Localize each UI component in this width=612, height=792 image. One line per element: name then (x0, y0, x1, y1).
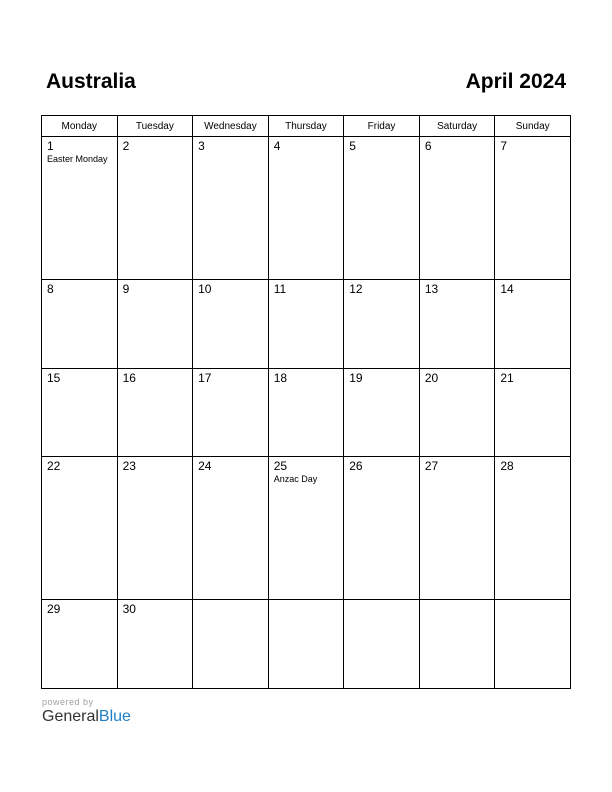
day-cell (193, 457, 269, 600)
holiday-label (42, 616, 117, 617)
powered-by-text: powered by (42, 697, 94, 707)
day-cell (117, 600, 193, 689)
day-cell (117, 457, 193, 600)
holiday-label (344, 473, 419, 474)
day-number: 30 (122, 602, 136, 617)
day-cell (495, 137, 571, 280)
holiday-label: Easter Monday (47, 154, 108, 164)
day-cell (117, 137, 193, 280)
day-cell (268, 600, 344, 689)
week-row (42, 137, 571, 280)
day-cell (344, 368, 420, 457)
day-cell (495, 279, 571, 368)
holiday-label: Anzac Day (273, 474, 318, 485)
holiday-label (344, 153, 419, 154)
day-number: 25 (273, 459, 288, 474)
day-number: 28 (500, 459, 514, 474)
day-number: 8 (47, 281, 54, 296)
weekday-header: Sunday (495, 116, 571, 137)
holiday-label (495, 385, 570, 386)
holiday-label (42, 385, 117, 386)
day-number: 7 (500, 139, 508, 153)
calendar-header (46, 70, 566, 100)
day-number: 29 (47, 602, 61, 617)
country-title: Australia (46, 70, 136, 93)
day-number: 9 (122, 281, 130, 296)
day-number: 10 (198, 281, 212, 296)
holiday-label (420, 603, 495, 604)
holiday-label (193, 385, 268, 386)
day-cell (419, 368, 495, 457)
calendar-grid (41, 115, 571, 689)
day-cell (42, 600, 118, 689)
day-number: 15 (47, 370, 61, 385)
day-cell (495, 368, 571, 457)
holiday-label (193, 296, 268, 297)
day-number: 12 (349, 281, 363, 296)
day-number: 22 (47, 459, 61, 474)
weekday-header-row (42, 116, 571, 137)
day-number: 19 (349, 370, 363, 385)
day-number: 18 (273, 370, 288, 385)
holiday-label (193, 603, 268, 604)
holiday-label (495, 473, 570, 474)
weekday-header: Thursday (268, 116, 344, 137)
holiday-label (193, 473, 268, 474)
weekday-header: Monday (42, 116, 118, 137)
day-cell (268, 457, 344, 600)
day-number: 16 (122, 370, 136, 385)
holiday-label (495, 296, 570, 297)
day-cell (344, 457, 420, 600)
holiday-label (495, 153, 570, 154)
holiday-label (193, 153, 268, 154)
day-cell (419, 600, 495, 689)
day-cell (495, 600, 571, 689)
holiday-label (118, 385, 193, 386)
day-cell (42, 137, 118, 280)
day-cell (268, 279, 344, 368)
month-year-title: April 2024 (465, 70, 566, 93)
day-number: 1 (47, 139, 54, 153)
holiday-label (344, 296, 419, 297)
holiday-label (269, 385, 344, 386)
holiday-label (42, 296, 117, 297)
day-cell (419, 279, 495, 368)
day-cell (193, 368, 269, 457)
day-number: 2 (122, 139, 130, 153)
day-cell (268, 368, 344, 457)
day-number: 26 (349, 459, 363, 474)
holiday-label (269, 603, 344, 604)
holiday-label (118, 296, 193, 297)
week-row (42, 368, 571, 457)
day-number: 24 (198, 459, 212, 474)
weekday-header: Saturday (419, 116, 495, 137)
holiday-label (420, 153, 495, 154)
weekday-header: Wednesday (193, 116, 269, 137)
week-row (42, 457, 571, 600)
day-cell (344, 137, 420, 280)
day-cell (42, 368, 118, 457)
day-number: 14 (500, 281, 514, 296)
day-cell (42, 457, 118, 600)
day-cell (117, 279, 193, 368)
weekday-header: Tuesday (117, 116, 193, 137)
brand-blue-text: Blue (98, 708, 131, 725)
day-number: 17 (198, 370, 212, 385)
holiday-label (118, 616, 193, 617)
day-number: 5 (349, 139, 356, 153)
brand-general-text: General (42, 708, 99, 725)
holiday-label (118, 473, 193, 474)
day-cell (495, 457, 571, 600)
day-number: 23 (122, 459, 136, 474)
day-cell (42, 279, 118, 368)
holiday-label (420, 296, 495, 297)
day-number: 11 (273, 281, 287, 296)
day-number: 3 (198, 139, 205, 153)
day-number: 6 (424, 139, 432, 153)
generalblue-logo[interactable] (42, 708, 131, 726)
day-number: 20 (424, 370, 439, 385)
day-cell (117, 368, 193, 457)
holiday-label (118, 153, 193, 154)
holiday-label (269, 153, 344, 154)
holiday-label (420, 473, 495, 474)
holiday-label (420, 385, 495, 386)
holiday-label (495, 603, 570, 604)
day-number: 21 (500, 370, 514, 385)
day-cell (344, 600, 420, 689)
holiday-label (344, 385, 419, 386)
week-row (42, 279, 571, 368)
brand-footer (42, 697, 131, 726)
holiday-label (42, 473, 117, 474)
day-cell (193, 279, 269, 368)
holiday-label (344, 603, 419, 604)
week-row (42, 600, 571, 689)
day-cell (419, 457, 495, 600)
day-cell (344, 279, 420, 368)
day-cell (193, 137, 269, 280)
day-number: 13 (424, 281, 439, 296)
weekday-header: Friday (344, 116, 420, 137)
day-cell (193, 600, 269, 689)
day-cell (419, 137, 495, 280)
day-number: 27 (424, 459, 439, 474)
day-number: 4 (273, 139, 281, 153)
holiday-label (269, 296, 344, 297)
day-cell (268, 137, 344, 280)
